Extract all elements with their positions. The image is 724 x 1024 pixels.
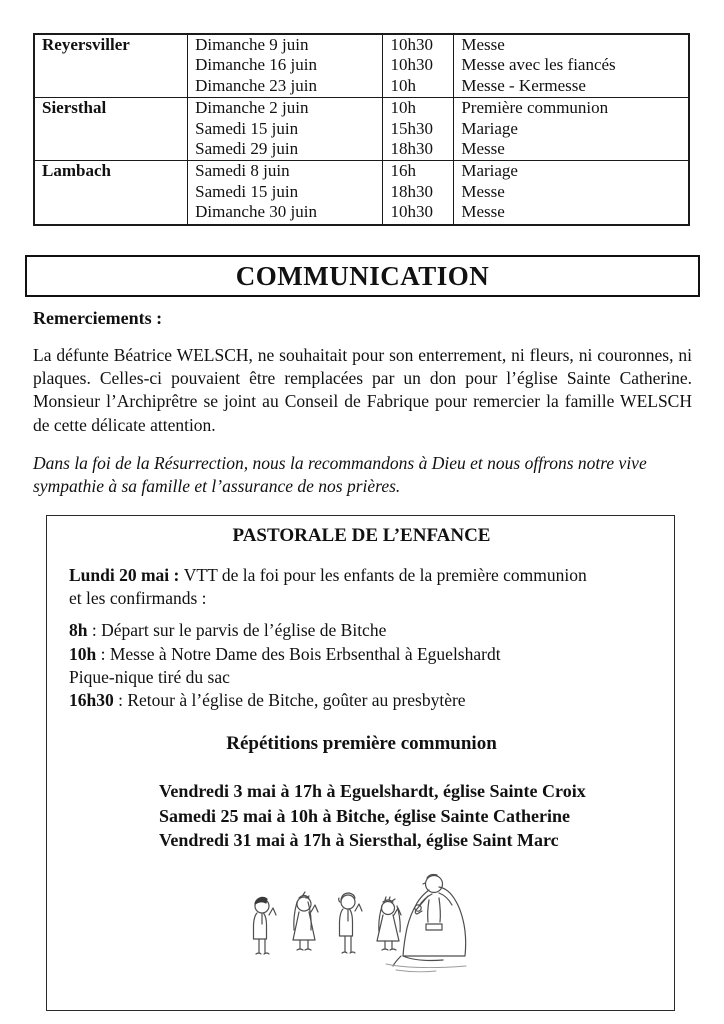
mass-times	[383, 34, 454, 98]
mass-dates	[188, 161, 383, 225]
rehearsal-item: Vendredi 3 mai à 17h à Eguelshardt, église Sainte Croix	[159, 781, 586, 802]
program-item	[69, 643, 654, 666]
remerciements-heading: Remerciements :	[33, 308, 163, 328]
pastorale-intro	[69, 564, 591, 610]
program-item	[69, 619, 654, 642]
mass-time: 10h30	[390, 202, 433, 222]
mass-event: Messe - Kermesse	[461, 75, 586, 95]
mass-event: Mariage	[461, 161, 518, 181]
mass-date: Samedi 15 juin	[195, 181, 299, 201]
mass-event: Messe avec les fiancés	[461, 55, 616, 75]
pastorale-title: PASTORALE DE L’ENFANCE	[232, 525, 491, 546]
mass-time: 10h	[390, 98, 416, 118]
child-boy-2	[338, 893, 361, 953]
mass-time: 10h30	[390, 35, 433, 54]
pastorale-section	[46, 515, 675, 1011]
mass-date: Samedi 29 juin	[195, 139, 299, 159]
mass-date: Dimanche 2 juin	[195, 98, 309, 118]
parish-name: Reyersviller	[34, 34, 188, 98]
mass-time: 16h	[390, 161, 416, 181]
mass-date: Samedi 15 juin	[195, 118, 299, 138]
communication-banner	[25, 255, 700, 297]
mass-time: 10h30	[390, 55, 433, 75]
mass-time: 15h30	[390, 118, 433, 138]
first-communion-illustration	[69, 868, 654, 1002]
program-time-label: 10h	[69, 643, 97, 664]
rehearsal-list	[69, 779, 654, 852]
mass-date: Dimanche 30 juin	[195, 202, 317, 222]
program-item-text: Pique-nique tiré du sac	[69, 666, 230, 687]
child-girl-2	[377, 897, 401, 950]
day-program-list	[69, 619, 654, 712]
mass-event: Messe	[461, 139, 505, 159]
intro-text: VTT de la foi pour les enfants de la première communion et les confirmands :	[69, 565, 587, 609]
mass-dates	[188, 34, 383, 98]
mass-schedule-table	[33, 33, 690, 226]
mass-time: 10h	[390, 75, 416, 95]
mass-events	[454, 34, 689, 98]
intro-date-label: Lundi 20 mai :	[69, 565, 184, 585]
program-item	[69, 666, 654, 689]
rehearsal-item: Samedi 25 mai à 10h à Bitche, église Sainte Catherine	[159, 805, 570, 826]
child-girl-1	[293, 892, 318, 950]
mass-event: Mariage	[461, 118, 518, 138]
program-time-label: 8h	[69, 620, 88, 641]
remerciements-italic-note: Dans la foi de la Résurrection, nous la recommandons à Dieu et nous offrons notre vive sympathie à sa famille et l’assurance de nos prières.	[33, 453, 647, 497]
mass-event: Messe	[461, 202, 505, 222]
mass-dates	[188, 98, 383, 161]
rehearsal-item: Vendredi 31 mai à 17h à Siersthal, église Saint Marc	[159, 829, 559, 850]
parish-name: Siersthal	[34, 98, 188, 161]
parish-name: Lambach	[34, 161, 188, 225]
child-boy-1	[253, 898, 276, 955]
program-item-text: : Départ sur le parvis de l’église de Bitche	[87, 620, 387, 641]
mass-events	[454, 98, 689, 161]
rehearsals-subtitle: Répétitions première communion	[226, 733, 497, 755]
program-item	[69, 689, 654, 712]
page-title: COMMUNICATION	[235, 260, 490, 291]
program-item-text: : Retour à l’église de Bitche, goûter au presbytère	[113, 690, 466, 711]
mass-times	[383, 161, 454, 225]
mass-event: Messe	[461, 181, 505, 201]
priest	[393, 875, 466, 967]
mass-time: 18h30	[390, 181, 433, 201]
program-item-text: : Messe à Notre Dame des Bois Erbsenthal à Eguelshardt	[96, 643, 501, 664]
mass-event: Première communion	[461, 98, 609, 118]
table-row	[34, 161, 689, 225]
mass-date: Samedi 8 juin	[195, 161, 290, 181]
mass-date: Dimanche 16 juin	[195, 55, 317, 75]
mass-events	[454, 161, 689, 225]
program-time-label: 16h30	[69, 690, 114, 711]
mass-event: Messe	[461, 35, 505, 54]
remerciements-paragraph: La défunte Béatrice WELSCH, ne souhaitait pour son enterrement, ni fleurs, ni couronnes, ni plaques. Celles-ci pouvaient être remplacées par un don pour l’église Sainte Catherine. Monsieur l’Archiprêtre se joint au Conseil de Fabrique pour remercier la famille WELSCH de cette délicate attention.	[33, 345, 692, 435]
mass-time: 18h30	[390, 139, 433, 159]
mass-times	[383, 98, 454, 161]
mass-date: Dimanche 9 juin	[195, 35, 309, 54]
table-row	[34, 98, 689, 161]
table-row	[34, 34, 689, 98]
mass-date: Dimanche 23 juin	[195, 75, 317, 95]
